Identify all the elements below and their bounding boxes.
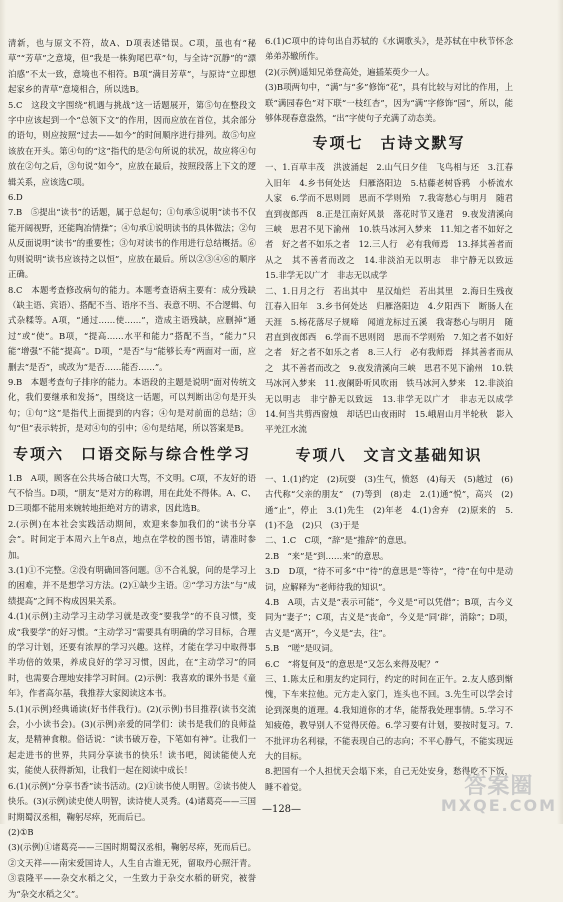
left-column: [8, 36, 256, 902]
answer-paragraph: 6.C “将复何及”的意思是“又怎么来得及呢？”: [265, 658, 439, 669]
answer-paragraph: 清新，也与原文不符，故A、D项表述错误。C项，虽也有“秘草”“芳草”之意境，但“我是一株狗尾巴草”句，与全诗“沉静”的“漂泊感”不太一致，意境也不相符。B项“满目芳草”，与原诗“立即想起家乡的青草”意境相合，所以选B。: [8, 38, 256, 95]
answer-paragraph: (2)①B: [8, 826, 34, 837]
answer-paragraph: 7.B ⑤提出“读书”的话题，属于总起句；①句承⑤说明“读书不仅能开阔视野，还能陶冶情操”；④句承①说明读书的具体做法；②句从反面说明“读书”的重要性；③句对读书的作用进行总结概括。⑥句则说明“读书应该持之以恒”，应放在最后。所以②③④⑥的顺序正确。: [8, 207, 256, 280]
watermark-line-1: 答案圈: [464, 774, 534, 799]
answer-paragraph: 4.(1)(示例)主动学习主动学习就是改变“要我学”的不良习惯，变成“我要学”的好习惯。“主动学习”需要具有明确的学习目标，合理的学习计划，还要有浓厚的学习兴趣。这样，才能在学习中取得事半功倍的效果，养成良好的学习习惯，因此，在“主动学习”的同时，也需要合理地安排学习时间。(2)示例：我喜欢的课外书是《童年》，作者高尔基，我推荐大家阅读这本书。: [8, 611, 256, 699]
answer-paragraph: 6.(1)(示例)“分享书香”读书活动。(2)①读书使人明智。②读书使人快乐。(3)(示例)读史使人明智，读诗使人灵秀。(4)诸葛亮——三国时期蜀汉丞相，鞠躬尽瘁，死而后已。: [8, 780, 257, 822]
answer-paragraph: (2)(示例)遥知兄弟登高处，遍插茱萸少一人。: [265, 66, 435, 77]
answer-paragraph: 一、1.百草丰茂 洪波涌起 2.山气日夕佳 飞鸟相与还 3.江春入旧年 4.乡书何处达 归雁洛阳边 5.枯藤老树昏鸦 小桥流水人家 6.学而不思则罔 思而不学则殆 7.我寄愁心与明月 随君直到夜郎西 8.正是江南好风景 落花时节又逢君 9.夜发清溪向三峡 思君不见下渝州 10.铁马冰河入梦来 11.知之者不如好之者 好之者不如乐之者 12.三人行 必有我师焉 13.择其善者而从之 其不善者而改之 14.非淡泊无以明志 非宁静无以致远 15.非学无以广才 非志无以成学: [265, 162, 522, 281]
answer-paragraph: 5.C 这段文字围绕“机遇与挑战”这一话题展开，第⑤句在整段文字中应该起到一个“总领下文”的作用，因而应放在首位，其余部分的语句，则应按照“过去——如今”的时间顺序进行排列。故⑤句应该放在开头。第④句的“这”指代的是②句所说的状况，故应将④句放在②句之后，③句说“如今”，应放在最后，按照段落上下文的逻辑关系，应该选C项。: [8, 99, 256, 187]
section-heading-poem-dictation: 专项七 古诗文默写: [312, 134, 466, 153]
page-number: —128—: [261, 804, 302, 815]
watermark-line-2: MXQE.COM: [440, 796, 557, 815]
answer-paragraph: 2.(示例)在本社会实践活动期间，欢迎来参加我们的“读书分享会”。时间定于本周六上午8点，地点在学校的图书馆，请准时参加。: [8, 518, 256, 560]
answer-paragraph: 二、1.日月之行 若出其中 星汉灿烂 若出其里 2.海日生残夜 江春入旧年 3.乡书何处达 归雁洛阳边 4.夕阳西下 断肠人在天涯 5.杨花落尽子规啼 闻道龙标过五溪 我寄愁心与明月 随君直到夜郎西 6.学而不思则罔 思而不学则殆 7.知之者不如好之者 好之者不如乐之者 8.三人行 必有我师焉 择其善者而从之 其不善者而改之 9.夜发清溪向三峡 思君不见下渝州 10.铁马冰河入梦来 11.夜阑卧听风吹雨 铁马冰河入梦来 12.非淡泊无以明志 非宁静无以致远 13.非学无以广才 非志无以成学 14.何当共剪西窗烛 却话巴山夜雨时 15.峨眉山月半轮秋 影入平羌江水流: [265, 285, 522, 435]
answer-paragraph: (3)(示例)①诸葛亮——三国时期蜀汉丞相，鞠躬尽瘁，死而后已。②文天祥——南宋爱国诗人，人生自古谁无死，留取丹心照汗青。③袁隆平——杂交水稻之父，一生致力于杂交水稻的研究，被誉为“杂交水稻之父”。: [8, 842, 256, 899]
answer-paragraph: 3.D D项，“待不可多”中“待”的意思是“等待”，“待”在句中是动词，应解释为“老师待我的知识”。: [265, 566, 513, 592]
page-edge-shadow-left: [0, 0, 6, 824]
answer-paragraph: 8.C 本题考查修改病句的能力。本题考查语病主要有：成分残缺（缺主语、宾语）、搭配不当、语序不当、表意不明、不合逻辑、句式杂糅等。A项，“通过……使……”，造成主语残缺，应删掉“通过”或“使”。B项，“提高……水平和能力”搭配不当，“能力”只能“增强”不能“提高”。D项，“是否”与“能够长寿”两面对一面，应删去“是否”，或改为“是否……能否……”。: [8, 284, 256, 372]
answer-paragraph: 9.B 本题考查句子排序的能力。本语段的主题是说明“面对传统文化，我们要继承和发扬”，围绕这一话题，可以判断出②句是开头句；①句“这”是指代上面提到的内容；④句是对前面的总结；③句“但”表示转折，是对④句的引申；⑥句是结尾，所以答案是B。: [8, 376, 256, 434]
answer-paragraph: 一、1.(1)约定 (2)玩耍 (3)生气，愤怒 (4)每天 (5)越过 (6)古代称“父亲的朋友” (7)等到 (8)走 2.(1)通“悦”，高兴 (2)通“止”，停止 3.(1)先生 (2)年老 4.(1)舍弃 (2)原来的 5.(1)不急 (2)只 (3)于是: [265, 473, 513, 530]
right-column: [265, 34, 522, 795]
page-edge-shadow-right: [557, 0, 563, 824]
answer-paragraph: 2.B “来”是“到……来”的意思。: [265, 550, 389, 561]
answer-paragraph: 二、1.C C项，“辞”是“推辞”的意思。: [265, 535, 412, 546]
answer-paragraph: 4.B A项，古义是“表示可能”，今义是“可以凭借”；B项，古今义同为“妻子”；C项，古义是“丧命”，今义是“同‘辟’，消除”；D项，古义是“离开”，今义是“去，往”。: [265, 597, 513, 638]
section-heading-classical-chinese: 专项八 文言文基础知识: [295, 445, 483, 464]
answer-paragraph: 三、1.陈太丘和朋友约定同行，约定的时间在正午。2.友人感到惭愧，下车来拉他。元方走入家门，连头也不回。3.先生可以学会讨论到深奥的道理。4.我知道你的才华，能帮我处理事情。5.学习不知疲倦，教导别人不觉得厌倦。6.学习要有计划，要按时复习。7.不批评功名利禄，不能表现自己的志向；不平心静气，不能实现远大的目标。: [265, 674, 513, 762]
answer-paragraph: 6.D: [8, 192, 23, 203]
answer-paragraph: 8.把国有一个人担忧天会塌下来，自己无处安身，愁得吃不下饭，睡不着觉。: [265, 766, 513, 792]
answer-paragraph: (3)B项两句中，“满”与“多”修饰“花”，具有比较与对比的作用，上联“满园春色”对下联“一枝红杏”，因为“满”字修饰“园”，所以，能够体现春意盎然，“出”字使句子充满了动态美。: [265, 82, 513, 124]
answer-paragraph: 5.(1)(示例)经典诵读(好书伴我行)。(2)(示例)书目推荐(读书交流会，小小读书会)。(3)(示例)亲爱的同学们：读书是我们的良师益友，是精神食粮。俗话说：“读书破万卷，下笔如有神”。让我们一起走进书的世界，共同分享读书的快乐！读书吧，阅读能使人充实，能使人获得新知，让我们一起在阅读中成长！: [8, 703, 256, 776]
watermark-logo: [441, 776, 557, 814]
answer-paragraph: 1.B A项，顾客在公共场合破口大骂，不文明。C项，不友好的语气不恰当。D项，“朋友”是对方的称谓，用在此处不得体。A、C、D三项都不能用来婉转地拒绝对方的请求，因此选B。: [8, 472, 256, 514]
answer-paragraph: 5.B “嗟”是叹词。: [265, 643, 338, 654]
answer-paragraph: 6.(1)C项中的诗句出自苏轼的《水调歌头》，是苏轼在中秋节怀念弟弟苏辙所作。: [265, 36, 513, 62]
answer-paragraph: 3.(1)①不完整。②没有明确回答问题。③不合礼貌，问的是学习上的困难，并不是想学习方法。(2)①缺少主语。②“学习方法”与“成绩提高”之间不构成因果关系。: [8, 565, 256, 606]
section-heading-oral-communication: 专项六 口语交际与综合性学习: [12, 444, 251, 463]
